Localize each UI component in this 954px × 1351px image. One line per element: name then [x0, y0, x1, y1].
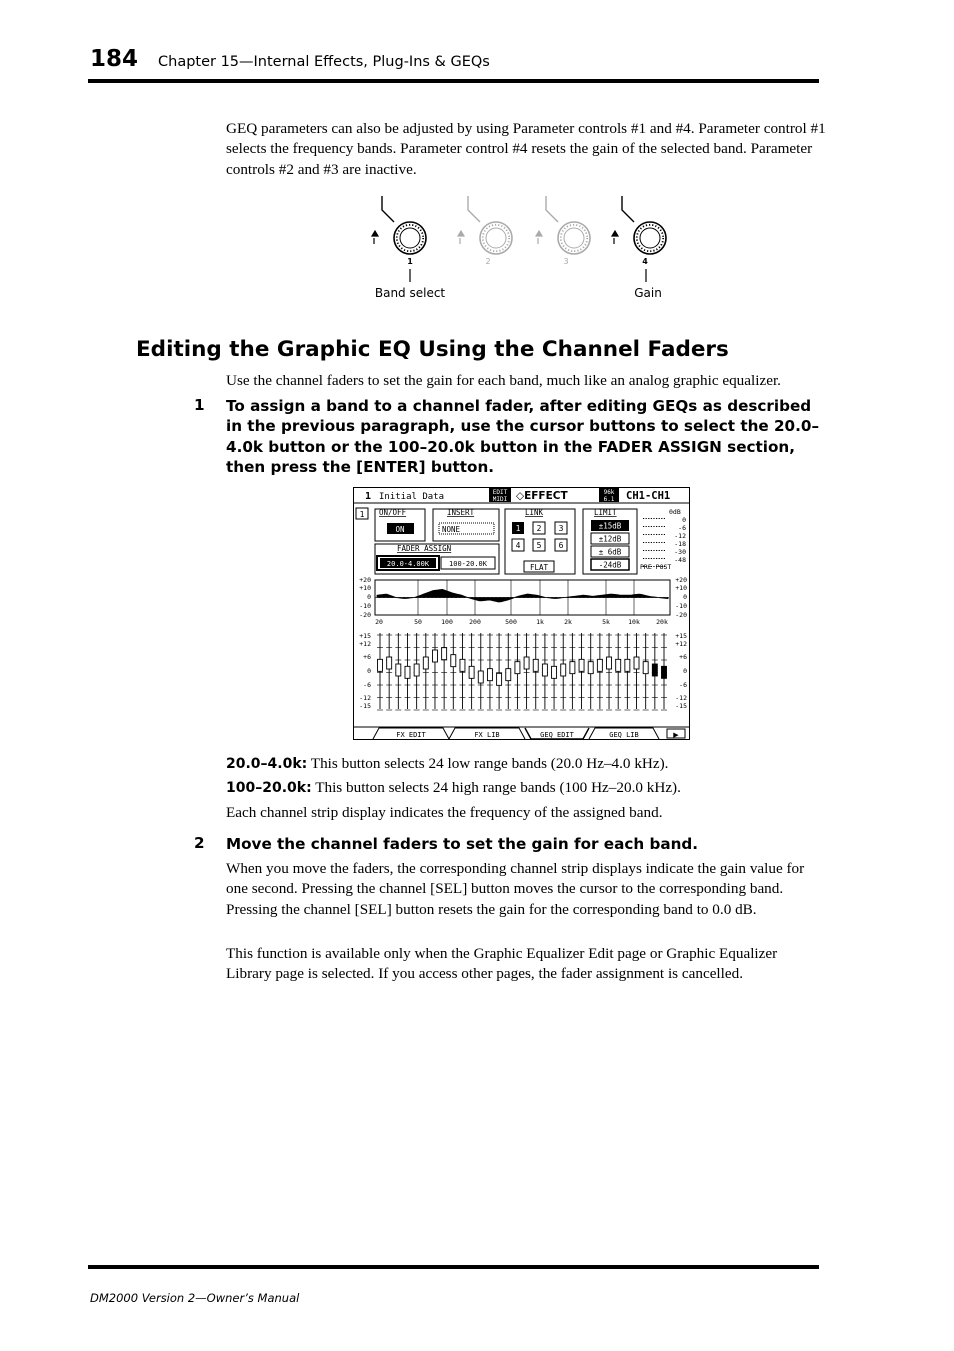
lcd-limit-6-label: ± 6dB	[598, 547, 622, 557]
lcd-fader-knob[interactable]	[625, 659, 630, 671]
chapter-title: Chapter 15—Internal Effects, Plug-Ins & GEQs	[158, 54, 490, 70]
lcd-midi-label: MIDI	[492, 496, 508, 503]
lcd-fader-knob[interactable]	[378, 659, 383, 671]
lcd-rate-top: 96k	[603, 489, 615, 496]
lcd-fader-knob[interactable]	[432, 650, 437, 662]
lcd-meter-dot	[653, 526, 654, 527]
lcd-fader-scale-right-3: 0	[683, 667, 687, 675]
lcd-meter-dot	[646, 518, 647, 519]
footer-rule	[88, 1265, 819, 1269]
parameter-controls-illustration	[360, 190, 690, 305]
lcd-fader-knob[interactable]	[634, 657, 639, 669]
definition-low-range	[226, 754, 668, 774]
lcd-freq-2k: 2k	[564, 618, 572, 626]
knob-3	[536, 196, 590, 254]
step-1-text: To assign a band to a channel fader, after editing GEQs as described in the previous paragraph, use the cursor buttons to select the 20.0–4.0k button or the 100–20.0k button in the FADER ASSIGN section, then press the [ENTER] button.	[226, 397, 820, 476]
lcd-fader-knob[interactable]	[561, 664, 566, 676]
lcd-fader-knob[interactable]	[414, 664, 419, 676]
knob-number-2: 2	[485, 257, 491, 266]
lcd-fader-knob[interactable]	[662, 666, 667, 678]
lcd-freq-10k: 10k	[628, 618, 640, 626]
lcd-curve-scale-left-1: +10	[359, 584, 371, 592]
lcd-curve-scale-right-1: +10	[675, 584, 687, 592]
lcd-fader-scale-right-0: +15	[675, 632, 687, 640]
lcd-fader-knob[interactable]	[387, 657, 392, 669]
lcd-fader-knob[interactable]	[607, 657, 612, 669]
lcd-fader-scale-left-5: -12	[359, 694, 371, 702]
lcd-meter-dot	[651, 534, 652, 535]
lcd-freq-500: 500	[505, 618, 517, 626]
lcd-meter-dot	[664, 534, 665, 535]
lcd-meter-dot	[653, 558, 654, 559]
lcd-fader-scale-right-1: +12	[675, 640, 687, 648]
lcd-meter-dot	[664, 526, 665, 527]
footer-text: DM2000 Version 2—Owner’s Manual	[90, 1291, 300, 1305]
lcd-meter-dot	[648, 550, 649, 551]
lcd-curve-scale-right-4: -20	[675, 611, 687, 619]
knob-1	[372, 196, 426, 254]
lcd-meter-dot	[661, 542, 662, 543]
lcd-meter-label-48: -48	[674, 556, 686, 564]
lcd-meter-dot	[664, 550, 665, 551]
definition-term-high: 100–20.0k:	[226, 780, 312, 796]
step-2-number: 2	[194, 834, 205, 852]
move-faders-paragraph: When you move the faders, the corresponding channel strip displays indicate the gain value for one second. Pressing the channel [SEL] button moves the cursor to the corresponding band. Pressing the channel [SEL] button resets the gain for the corresponding band to 0.0 dB.	[226, 860, 805, 918]
lcd-link-button-3-label: 3	[558, 524, 564, 533]
lcd-meter-dot	[651, 550, 652, 551]
lcd-fader-knob[interactable]	[652, 664, 657, 676]
lcd-edit-label: EDIT	[492, 489, 508, 496]
lcd-rate-bottom: 6.1	[603, 496, 615, 503]
lcd-scene-number: 1	[365, 491, 372, 502]
lcd-fader-knob[interactable]	[497, 673, 502, 685]
lcd-effect-label: ◇EFFECT	[516, 490, 568, 502]
lcd-meter-dot	[646, 542, 647, 543]
lcd-meter-dot	[643, 550, 644, 551]
lcd-fader-knob[interactable]	[515, 662, 520, 674]
lcd-fader-scale-left-6: -15	[359, 702, 371, 710]
lcd-fader-scale-left-1: +12	[359, 640, 371, 648]
lcd-link-button-5-label: 5	[536, 541, 542, 550]
lcd-curve-scale-left-2: 0	[367, 593, 371, 601]
lcd-scene-title: Initial Data	[379, 492, 445, 502]
lcd-meter-dot	[648, 558, 649, 559]
lcd-link-button-1-label: 1	[515, 524, 521, 533]
lcd-tab-next-icon: ▶	[673, 731, 679, 739]
lcd-meter-dot	[664, 542, 665, 543]
lcd-curve-scale-right-2: 0	[683, 593, 687, 601]
lcd-link-label: LINK	[525, 508, 544, 517]
lcd-meter-dot	[661, 526, 662, 527]
definition-text-low: This button selects 24 low range bands (20.0 Hz–4.0 kHz).	[310, 755, 669, 772]
lcd-meter-dot	[653, 550, 654, 551]
lcd-meter-dot	[659, 526, 660, 527]
lcd-insert-value: NONE	[442, 525, 461, 534]
lcd-fader-knob[interactable]	[524, 657, 529, 669]
lcd-meter-dot	[659, 558, 660, 559]
lcd-meter-dot	[661, 558, 662, 559]
lcd-meter-dot	[643, 534, 644, 535]
lcd-pre-post-label: PRE POST	[640, 563, 672, 571]
lcd-meter-dot	[648, 526, 649, 527]
lcd-fader-knob[interactable]	[442, 648, 447, 660]
lcd-meter-label-12: -12	[674, 532, 686, 540]
lcd-curve-scale-left-3: -10	[359, 602, 371, 610]
lcd-fader-assign-label: FADER ASSIGN	[397, 544, 452, 553]
lcd-freq-50: 50	[414, 618, 422, 626]
lcd-limit-12-label: ±12dB	[598, 534, 622, 544]
lcd-meter-dot	[643, 542, 644, 543]
lcd-limit-15-label: ±15dB	[598, 521, 622, 531]
band-select-label: Band select	[374, 286, 446, 300]
lcd-meter-dot	[653, 534, 654, 535]
lcd-freq-20: 20	[375, 618, 383, 626]
lcd-meter-dot	[648, 542, 649, 543]
lcd-freq-20k: 20k	[656, 618, 668, 626]
availability-paragraph: This function is available only when the Graphic Equalizer Edit page or Graphic Equalizer Library page is selected. If you access other pages, the fader assignment is cancelled.	[226, 945, 778, 983]
lcd-fader-knob[interactable]	[469, 666, 474, 678]
lcd-curve-scale-right-0: +20	[675, 576, 687, 584]
lcd-meter-dot	[656, 518, 657, 519]
lcd-fader-knob[interactable]	[506, 669, 511, 681]
lcd-fader-scale-left-3: 0	[367, 667, 371, 675]
lcd-fader-knob[interactable]	[579, 659, 584, 671]
lcd-fader-knob[interactable]	[597, 659, 602, 671]
lcd-geq-edit-screen	[353, 487, 690, 740]
lcd-fader-knob[interactable]	[616, 659, 621, 671]
lcd-curve-scale-right-3: -10	[675, 602, 687, 610]
lcd-meter-label-0db: 0dB	[669, 508, 681, 516]
lcd-link-button-4-label: 4	[515, 541, 521, 550]
faders-paragraph: Use the channel faders to set the gain for each band, much like an analog graphic equalizer.	[226, 372, 781, 389]
lcd-meter-dot	[651, 526, 652, 527]
lcd-meter-dot	[646, 558, 647, 559]
lcd-fader-knob[interactable]	[570, 662, 575, 674]
knob-number-4: 4	[642, 257, 648, 266]
lcd-meter-dot	[664, 558, 665, 559]
section-heading: Editing the Graphic EQ Using the Channel Faders	[136, 337, 729, 362]
lcd-freq-100: 100	[441, 618, 453, 626]
knob-4	[612, 196, 666, 254]
lcd-on-off-label: ON/OFF	[379, 508, 407, 517]
lcd-meter-dot	[661, 518, 662, 519]
lcd-meter-dot	[659, 542, 660, 543]
lcd-meter-dot	[661, 534, 662, 535]
definition-term-low: 20.0–4.0k:	[226, 756, 308, 772]
step-2-text: Move the channel faders to set the gain for each band.	[226, 835, 699, 853]
lcd-freq-200: 200	[469, 618, 481, 626]
lcd-tab-geq-lib-label: GEQ LIB	[609, 731, 639, 739]
lcd-meter-label-0: 0	[682, 516, 686, 524]
lcd-fader-scale-right-5: -12	[675, 694, 687, 702]
definition-text-high: This button selects 24 high range bands (100 Hz–20.0 kHz).	[315, 779, 681, 796]
lcd-meter-dot	[648, 534, 649, 535]
lcd-meter-dot	[656, 526, 657, 527]
lcd-flat-button-label: FLAT	[529, 563, 549, 572]
lcd-fader-knob[interactable]	[478, 671, 483, 683]
lcd-channel-label: CH1-CH1	[626, 490, 671, 502]
lcd-meter-dot	[653, 518, 654, 519]
definition-high-range	[226, 778, 681, 798]
lcd-meter-dot	[651, 542, 652, 543]
lcd-meter-dot	[646, 550, 647, 551]
gain-label: Gain	[634, 286, 662, 300]
lcd-limit-label: LIMIT	[594, 508, 617, 517]
lcd-meter-dot	[661, 550, 662, 551]
lcd-fader-assign-low-label: 20.0-4.00K	[386, 560, 430, 568]
lcd-meter-dot	[659, 550, 660, 551]
lcd-meter-dot	[643, 558, 644, 559]
lcd-meter-dot	[656, 534, 657, 535]
lcd-fader-scale-left-4: -6	[363, 681, 371, 689]
knob-number-1: 1	[407, 257, 413, 266]
lcd-meter-dot	[643, 518, 644, 519]
lcd-meter-dot	[659, 518, 660, 519]
lcd-fader-scale-left-2: +6	[363, 653, 371, 661]
lcd-limit-24-label: -24dB	[598, 560, 622, 570]
lcd-fader-scale-right-2: +6	[679, 653, 687, 661]
lcd-meter-label-6: -6	[678, 524, 686, 532]
step-1-number: 1	[194, 396, 205, 414]
lcd-link-button-2-label: 2	[536, 524, 542, 533]
lcd-fader-assign-high-label: 100-20.0K	[449, 560, 487, 568]
lcd-fader-knob[interactable]	[588, 662, 593, 674]
lcd-unit-number: 1	[359, 510, 365, 519]
lcd-curve-scale-left-0: +20	[359, 576, 371, 584]
lcd-meter-dot	[656, 542, 657, 543]
lcd-fader-knob[interactable]	[487, 669, 492, 681]
lcd-meter-dot	[656, 558, 657, 559]
lcd-meter-dot	[659, 534, 660, 535]
lcd-meter-label-18: -18	[674, 540, 686, 548]
lcd-tab-geq-edit-label: GEQ EDIT	[540, 731, 574, 739]
lcd-fader-scale-left-0: +15	[359, 632, 371, 640]
lcd-meter-dot	[656, 550, 657, 551]
lcd-fader-knob[interactable]	[460, 659, 465, 671]
lcd-meter-dot	[664, 518, 665, 519]
lcd-meter-dot	[646, 534, 647, 535]
lcd-fader-knob[interactable]	[643, 662, 648, 674]
knob-number-3: 3	[563, 257, 569, 266]
lcd-freq-1k: 1k	[536, 618, 544, 626]
intro-paragraph: GEQ parameters can also be adjusted by using Parameter controls #1 and #4. Parameter control #1 selects the frequency bands. Parameter control #4 resets the gain of the selected band. Parameter controls #2 and #3 are inactive.	[226, 120, 826, 178]
lcd-fader-knob[interactable]	[542, 664, 547, 676]
lcd-tab-fx-lib-label: FX LIB	[474, 731, 500, 739]
lcd-meter-dot	[651, 558, 652, 559]
knob-2	[458, 196, 512, 254]
strip-paragraph: Each channel strip display indicates the frequency of the assigned band.	[226, 804, 663, 821]
header-rule	[88, 79, 819, 83]
lcd-curve-scale-left-4: -20	[359, 611, 371, 619]
lcd-fader-knob[interactable]	[423, 657, 428, 669]
lcd-on-button-label: ON	[395, 525, 405, 534]
lcd-fader-knob[interactable]	[552, 666, 557, 678]
lcd-meter-dot	[643, 526, 644, 527]
lcd-fader-knob[interactable]	[533, 659, 538, 671]
lcd-tab-fx-edit-label: FX EDIT	[396, 731, 426, 739]
lcd-insert-label: INSERT	[447, 508, 475, 517]
page-number: 184	[90, 46, 139, 72]
lcd-fader-knob[interactable]	[396, 664, 401, 676]
lcd-link-button-6-label: 6	[558, 541, 564, 550]
lcd-meter-dot	[648, 518, 649, 519]
lcd-fader-scale-right-6: -15	[675, 702, 687, 710]
lcd-fader-knob[interactable]	[451, 655, 456, 667]
lcd-meter-dot	[651, 518, 652, 519]
lcd-meter-label-30: -30	[674, 548, 686, 556]
lcd-meter-dot	[653, 542, 654, 543]
lcd-fader-scale-right-4: -6	[679, 681, 687, 689]
lcd-meter-dot	[646, 526, 647, 527]
lcd-freq-5k: 5k	[602, 618, 610, 626]
lcd-fader-knob[interactable]	[405, 666, 410, 678]
